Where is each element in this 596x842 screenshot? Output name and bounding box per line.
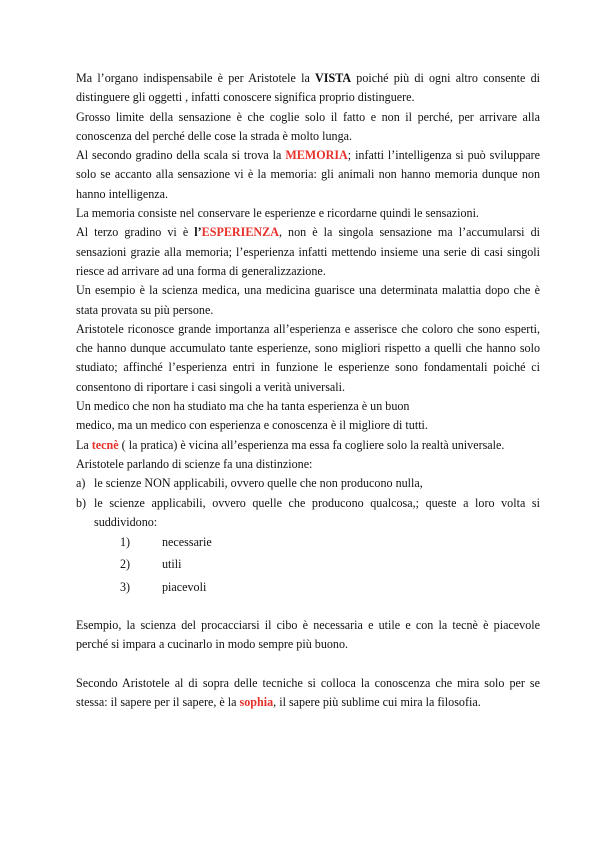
- paragraph-esempio-cibo: Esempio, la scienza del procacciarsi il cibo è necessaria e utile e con la tecnè è piacevole perché si impara a cucinarlo in modo sempre più buono.: [76, 618, 540, 652]
- list-marker: a): [76, 476, 86, 491]
- text-run: Al secondo gradino della scala si trova la: [76, 148, 286, 163]
- text-run: Ma l’organo indispensabile è per Aristotele la: [76, 71, 316, 85]
- text-run: poiché più di ogni altro consente di distinguere gli oggetti , infatti conoscere significa proprio distinguere.: [76, 71, 540, 105]
- paragraph-esempio-medico: Un esempio è la scienza medica, una medicina guarisce una determinata malattia dopo che è stata provata su più persone.: [76, 283, 540, 317]
- numbered-list: [76, 533, 540, 597]
- paragraph-medico-line1: Un medico che non ha studiato ma che ha tanta esperienza è un buon: [76, 399, 410, 414]
- paragraph-sophia: [76, 674, 540, 713]
- paragraph-memoria: [76, 146, 540, 204]
- text-run: Al terzo gradino vi è: [76, 225, 195, 240]
- term-esperienza: ESPERIENZA: [201, 225, 279, 240]
- spacer: [76, 655, 540, 674]
- text-run: , non è la singola sensazione ma l’accumularsi di sensazioni grazie alla memoria; l’esperienza infatti mettendo insieme una serie di casi singoli riesce ad arrivare ad una forma di generalizzazione.: [76, 225, 540, 278]
- spacer: [76, 597, 540, 616]
- paragraph-importanza: Aristotele riconosce grande importanza all’esperienza e asserisce che coloro che sono esperti, che hanno dunque accumulato tante esperienze, sono migliori rispetto a quelli che hanno solo studiato; affinché l’esperienza entri in funzione le esperienze sono fondamentali poiché ci consentono di riportare i casi singoli a verità universali.: [76, 321, 540, 394]
- text-run: La: [76, 437, 92, 452]
- list-marker: 2): [120, 557, 131, 572]
- list-item: [76, 578, 540, 597]
- paragraph-esperienza: [76, 223, 540, 281]
- list-item: [76, 474, 540, 493]
- text-run: Secondo Aristotele al di sopra delle tecniche si colloca la conoscenza che mira solo per se stessa: il sapere per il sapere, è la: [76, 675, 540, 709]
- list-item-text: le scienze applicabili, ovvero quelle che producono qualcosa,; queste a loro volta si suddividono:: [94, 495, 540, 529]
- paragraph-memoria-def: La memoria consiste nel conservare le esperienze e ricordarne quindi le sensazioni.: [76, 206, 479, 221]
- list-marker: 1): [120, 535, 131, 550]
- term-vista: VISTA: [315, 71, 352, 85]
- paragraph-limite: Grosso limite della sensazione è che coglie solo il fatto e non il perché, per arrivare alla conoscenza del perché delle cose la strada è molto lunga.: [76, 109, 540, 143]
- list-marker: 3): [120, 579, 131, 594]
- paragraph-medico-line2: medico, ma un medico con esperienza e conoscenza è il migliore di tutti.: [76, 418, 428, 433]
- text-run: ( la pratica) è vicina all’esperienza ma essa fa cogliere solo la realtà universale.: [118, 437, 505, 452]
- term-tecne: tecnè: [91, 437, 119, 452]
- term-sophia: sophia: [239, 694, 274, 709]
- paragraph-distinzione: Aristotele parlando di scienze fa una distinzione:: [76, 456, 313, 471]
- list-item-text: piacevoli: [162, 579, 207, 594]
- list-marker: b): [76, 495, 87, 510]
- list-item: [76, 533, 540, 552]
- paragraph-vista: [76, 69, 540, 108]
- list-item: [76, 555, 540, 574]
- document-page: [76, 69, 540, 712]
- alpha-list: [76, 474, 540, 532]
- paragraph-tecne: [76, 436, 540, 455]
- article-l: l’: [194, 225, 202, 240]
- term-memoria: MEMORIA: [285, 148, 348, 163]
- text-run: ; infatti l’intelligenza si può sviluppare solo se accanto alla sensazione vi è la memoria: gli animali non hanno memoria dunque non hanno intelligenza.: [76, 148, 540, 201]
- list-item-text: le scienze NON applicabili, ovvero quelle che non producono nulla,: [94, 476, 423, 491]
- list-item-text: utili: [162, 557, 182, 572]
- list-item: [76, 494, 540, 533]
- text-run: , il sapere più sublime cui mira la filosofia.: [273, 694, 481, 709]
- list-item-text: necessarie: [162, 535, 212, 550]
